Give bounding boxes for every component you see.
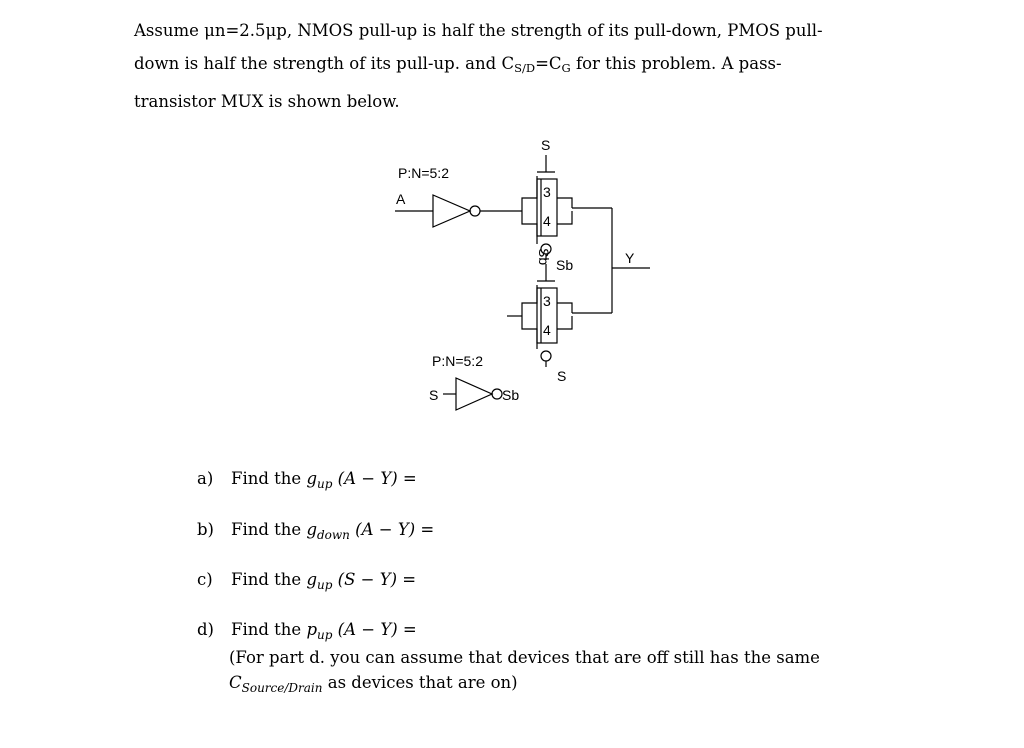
tg2-bottom-gate-label: S [557,368,567,384]
tg2-top-gate-label: Sb [536,248,552,266]
inverter-s-ratio-label: P:N=5:2 [432,353,483,369]
question-d: d) Find the $p_{up}$ (A − Y) = [197,620,417,642]
input-a-label: A [396,191,406,207]
inverter-a-ratio-label: P:N=5:2 [398,165,449,181]
output-sb-label: Sb [502,387,520,403]
tg2-pmos-size-label: 3 [543,293,551,309]
intro-line-2: down is half the strength of its pull-up. and $C_{S/D}=C_G$ for this problem. A pass- [134,54,782,75]
transmission-gate-1 [522,155,612,260]
question-b: b) Find the $g_{down}$ (A − Y) = [197,520,435,542]
input-s-label: S [429,387,439,403]
output-y-label: Y [625,250,635,266]
intro-line-3: transistor MUX is shown below. [134,92,400,111]
inverter-a [395,195,522,227]
intro-line-1: Assume μn=2.5μp, NMOS pull-up is half the strength of its pull-down, PMOS pull- [134,21,823,40]
question-c: c) Find the $g_{up}$ (S − Y) = [197,570,417,592]
note-line-2: $C_{Source/Drain}$ as devices that are on) [229,673,518,695]
note-line-1: (For part d. you can assume that devices that are off still has the same [229,648,820,667]
tg2-nmos-size-label: 4 [543,322,551,338]
tg1-nmos-size-label: 4 [543,213,551,229]
transmission-gate-2 [507,264,612,367]
tg1-top-gate-label: S [541,137,551,153]
question-a: a) Find the $g_{up}$ (A − Y) = [197,469,417,491]
inverter-s [443,378,502,410]
tg1-pmos-size-label: 3 [543,184,551,200]
tg1-bottom-gate-label: Sb [556,257,574,273]
